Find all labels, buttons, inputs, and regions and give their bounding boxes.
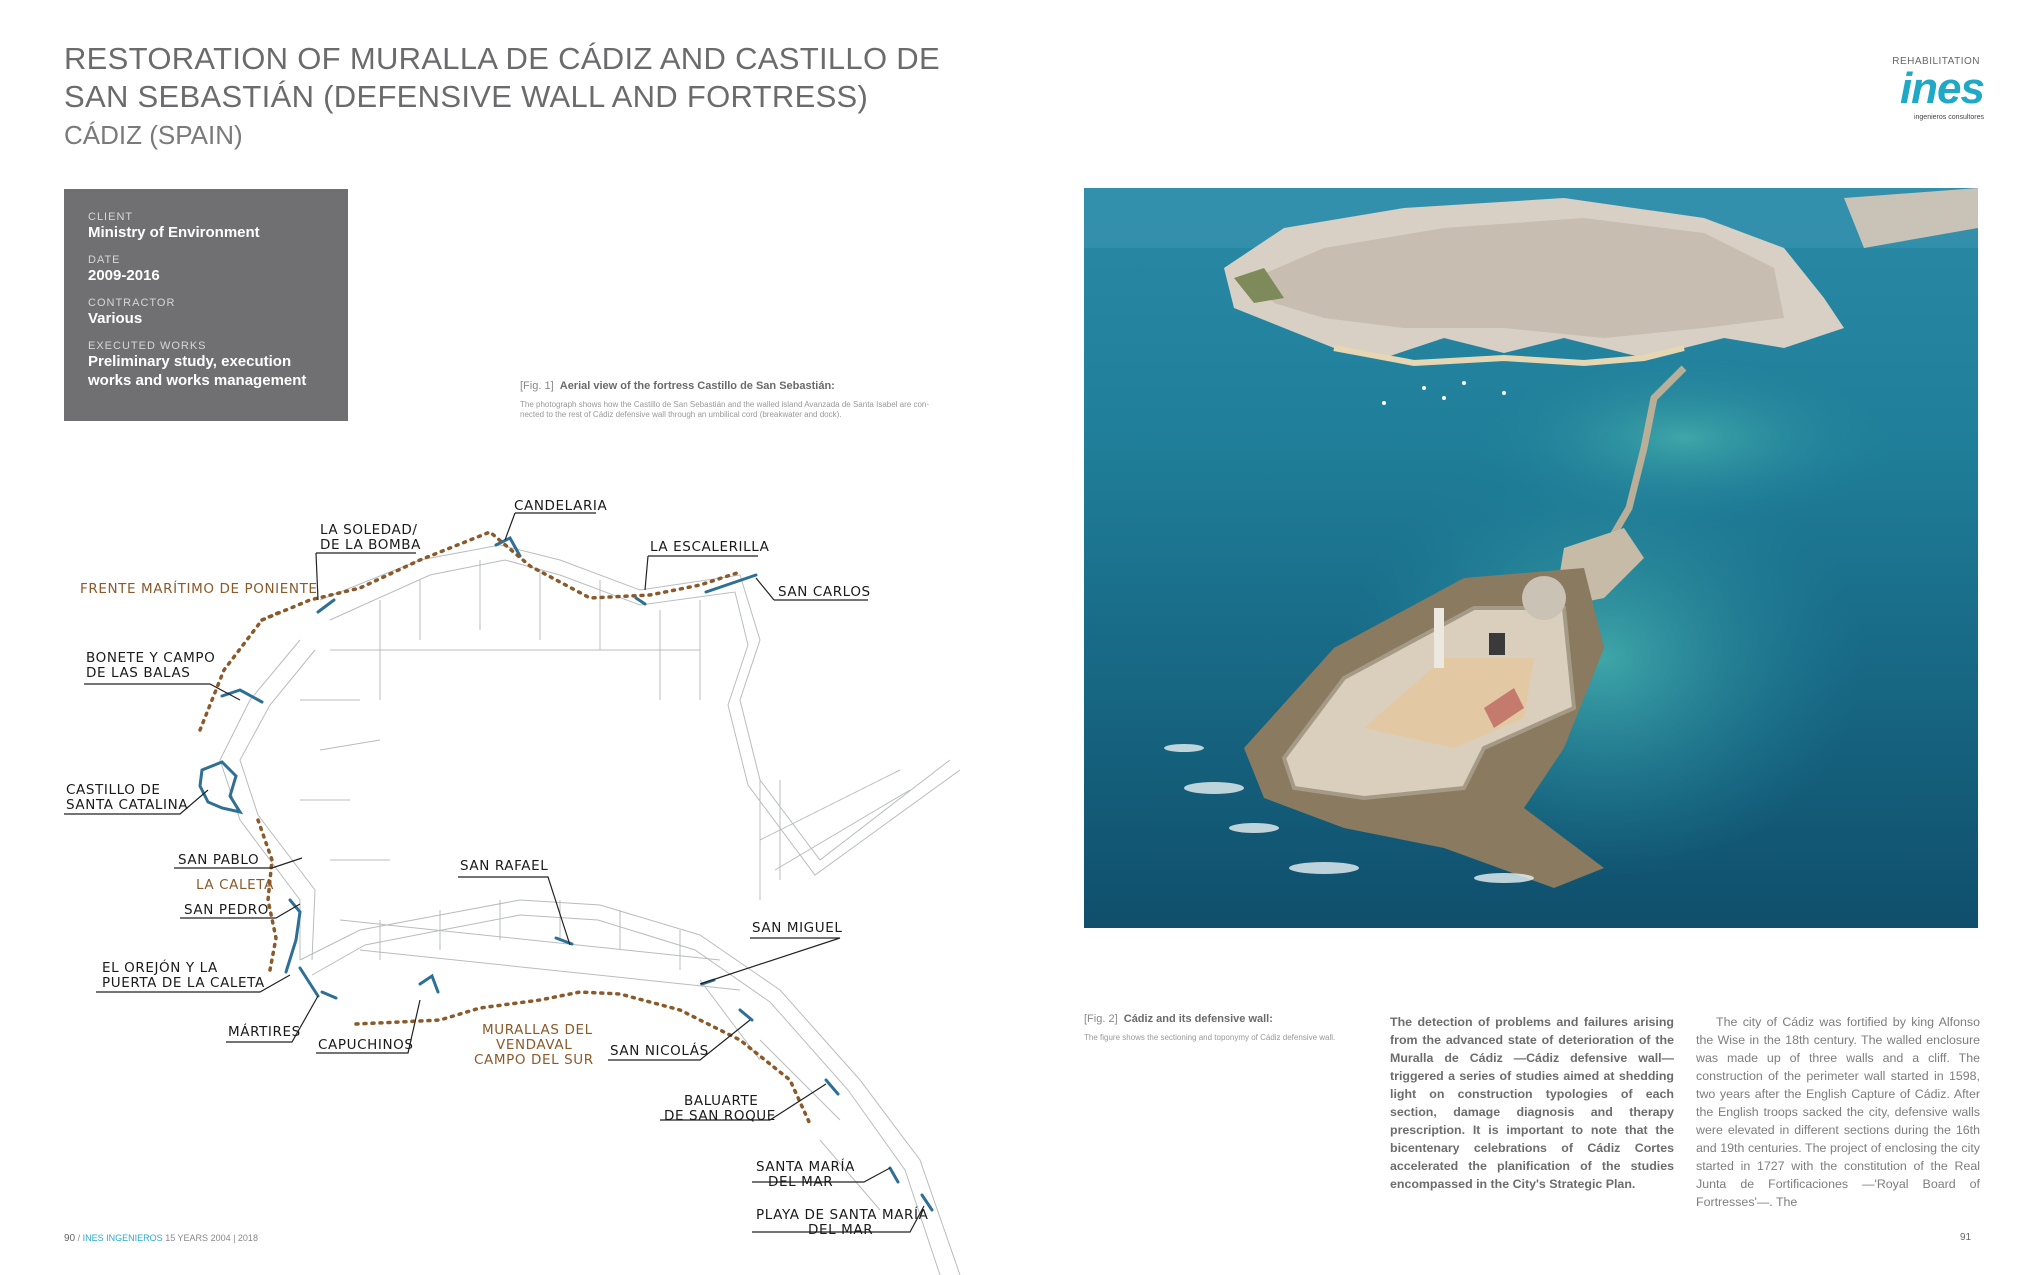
label-escalerilla: LA ESCALERILLA bbox=[650, 539, 770, 555]
project-info-box bbox=[64, 189, 348, 421]
page-number-right: 91 bbox=[1960, 1232, 1972, 1243]
label-orejon-2: PUERTA DE LA CALETA bbox=[102, 975, 265, 991]
footer-tagline: 15 YEARS 2004 | 2018 bbox=[165, 1233, 258, 1243]
date-label: DATE bbox=[88, 254, 121, 266]
fig2-caption bbox=[1084, 1013, 1384, 1043]
label-frente: FRENTE MARÍTIMO DE PONIENTE bbox=[80, 581, 318, 597]
date-info bbox=[88, 254, 348, 285]
intro-paragraph: The detection of problems and failures arising from the advanced state of deterioration of the Muralla de Cádiz —Cádiz defensive wall— triggered a series of studies aimed at shedding light on construction typologies of each section, damage diagnosis and therapy prescription. It is important to note that the bicentenary celebrations of Cádiz Cortes accelerated the planification of the studies encompassed in the City's Strategic Plan. bbox=[1390, 1015, 1674, 1191]
label-san-nicolas: SAN NICOLÁS bbox=[610, 1043, 709, 1059]
helipad bbox=[1522, 576, 1566, 620]
wall-segments bbox=[200, 538, 932, 1210]
label-baluarte-1: BALUARTE bbox=[684, 1093, 759, 1109]
label-la-caleta: LA CALETA bbox=[196, 877, 274, 893]
page-number-left: 90 bbox=[64, 1233, 76, 1244]
ines-logo bbox=[1888, 64, 1984, 124]
label-martires: MÁRTIRES bbox=[228, 1024, 301, 1040]
client-info bbox=[88, 211, 348, 242]
label-catalina-1: CASTILLO DE bbox=[66, 782, 161, 798]
label-soledad-1: LA SOLEDAD/ bbox=[320, 522, 418, 538]
works-label: EXECUTED WORKS bbox=[88, 340, 207, 352]
fig2-number: [Fig. 2] bbox=[1084, 1013, 1118, 1025]
contractor-info bbox=[88, 297, 348, 328]
label-san-carlos: SAN CARLOS bbox=[778, 584, 871, 600]
label-san-pablo: SAN PABLO bbox=[178, 852, 260, 868]
fig2-description: The figure shows the sectioning and toponymy of Cádiz defensive wall. bbox=[1084, 1033, 1336, 1042]
footer-left bbox=[64, 1233, 258, 1244]
fig1-description bbox=[520, 400, 960, 420]
fig1-title: Aerial view of the fortress Castillo de San Sebastián: bbox=[559, 380, 835, 392]
shallow-water-2 bbox=[1464, 348, 1904, 528]
label-san-pedro: SAN PEDRO bbox=[184, 902, 269, 918]
fig2-title: Cádiz and its defensive wall: bbox=[1123, 1013, 1273, 1025]
fig1-number: [Fig. 1] bbox=[520, 380, 554, 392]
works-info bbox=[88, 340, 348, 390]
contractor-value: Various bbox=[88, 310, 143, 327]
label-baluarte-2: DE SAN ROQUE bbox=[664, 1108, 776, 1124]
label-san-rafael: SAN RAFAEL bbox=[460, 858, 549, 874]
category-label: REHABILITATION bbox=[1892, 56, 1980, 67]
label-murallas-3: CAMPO DEL SUR bbox=[474, 1052, 594, 1068]
page-title bbox=[64, 40, 1024, 152]
logo-subtext: ingenieros consultores bbox=[1913, 114, 1984, 121]
title-line-1: RESTORATION OF MURALLA DE CÁDIZ AND CASTILLO DE bbox=[64, 41, 940, 76]
label-playa-2: DEL MAR bbox=[808, 1222, 874, 1238]
title-line-2: SAN SEBASTIÁN (DEFENSIVE WALL AND FORTRESS) bbox=[64, 79, 869, 114]
label-murallas-1: MURALLAS DEL bbox=[482, 1022, 593, 1038]
works-value-line-1: Preliminary study, execution bbox=[88, 353, 292, 370]
history-paragraph: The city of Cádiz was fortified by king Alfonso the Wise in the 18th century. The walled enclosure was made up of three walls and a cliff. The construction of the perimeter wall started in 1598, two years after the English Capture of Cádiz. After the English troops sacked the city, defensive walls were elevated in different sections during the 16th and 19th centuries. The project of enclosing the city started in 1727 with the constitution of the Real Junta de Fortificaciones —'Royal Board of Fortresses'—. The bbox=[1696, 1015, 1980, 1209]
footer-brand: INES INGENIEROS bbox=[82, 1233, 163, 1243]
defensive-wall-map bbox=[40, 480, 1040, 1275]
label-soledad-2: DE LA BOMBA bbox=[320, 537, 421, 553]
fig1-desc-line-2: nected to the rest of Cádiz defensive wall through an umbilical cord (breakwater and dock). bbox=[520, 410, 842, 419]
label-murallas-2: VENDAVAL bbox=[496, 1037, 573, 1053]
logo-wordmark: ines bbox=[1899, 64, 1984, 113]
label-catalina-2: SANTA CATALINA bbox=[66, 797, 189, 813]
label-bonete-2: DE LAS BALAS bbox=[86, 665, 191, 681]
label-bonete-1: BONETE Y CAMPO bbox=[86, 650, 216, 666]
label-santa-maria-2: DEL MAR bbox=[768, 1174, 834, 1190]
label-orejon-1: EL OREJÓN Y LA bbox=[102, 960, 218, 976]
works-value-line-2: works and works management bbox=[88, 372, 307, 389]
lighthouse bbox=[1434, 608, 1444, 668]
tower-dark bbox=[1489, 633, 1505, 655]
client-value: Ministry of Environment bbox=[88, 224, 260, 241]
date-value: 2009-2016 bbox=[88, 267, 160, 284]
label-candelaria: CANDELARIA bbox=[514, 498, 608, 514]
label-san-miguel: SAN MIGUEL bbox=[752, 920, 843, 936]
location-subtitle: CÁDIZ (SPAIN) bbox=[64, 120, 243, 150]
label-capuchinos: CAPUCHINOS bbox=[318, 1037, 414, 1053]
label-playa-1: PLAYA DE SANTA MARÍA bbox=[756, 1207, 929, 1223]
fig1-desc-line-1: The photograph shows how the Castillo de San Sebastián and the walled island Avanzada de Santa Isabel are con- bbox=[520, 400, 930, 409]
aerial-photo bbox=[1084, 188, 1978, 928]
client-label: CLIENT bbox=[88, 211, 134, 223]
label-santa-maria-1: SANTA MARÍA bbox=[756, 1159, 855, 1175]
fig1-caption bbox=[520, 380, 960, 420]
contractor-label: CONTRACTOR bbox=[88, 297, 176, 309]
footer-separator: / bbox=[77, 1233, 81, 1243]
